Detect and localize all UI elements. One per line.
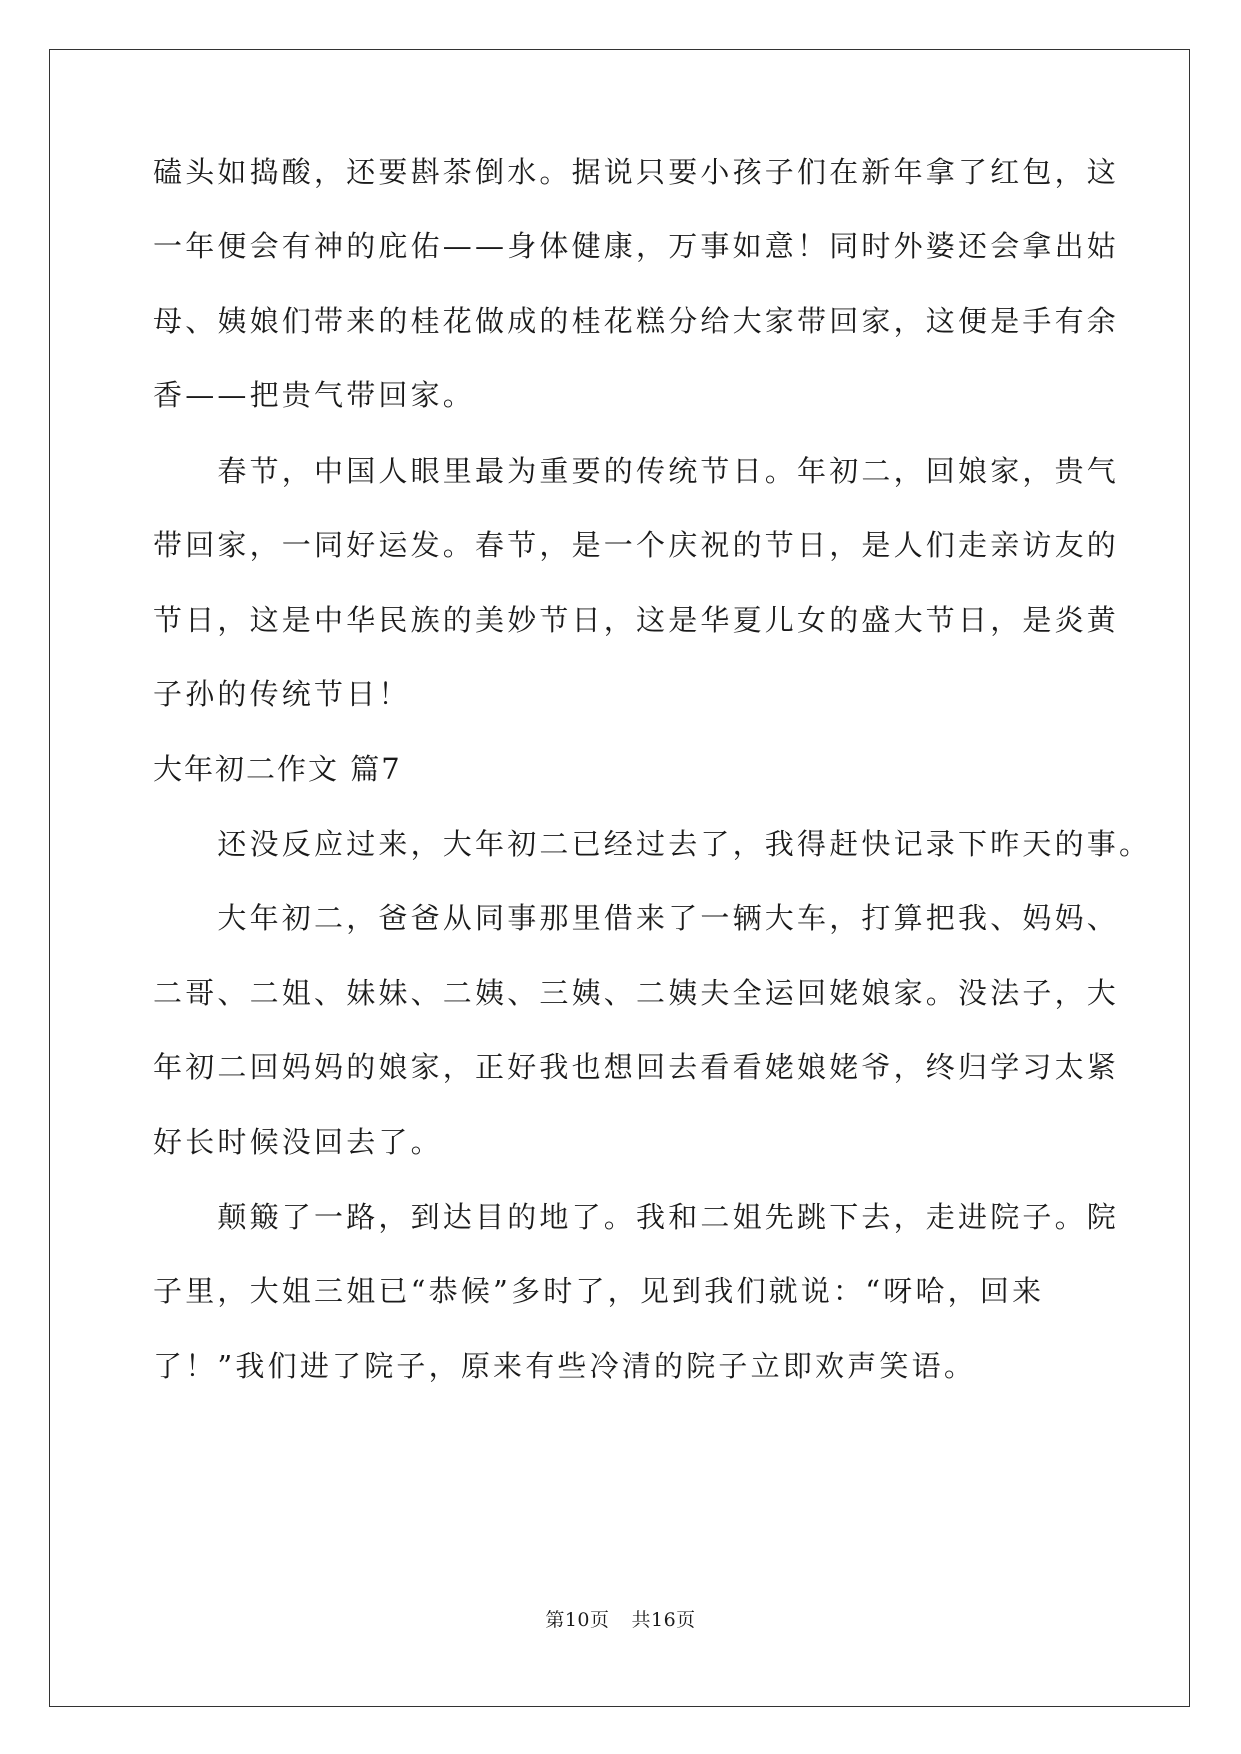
text-line: 磕头如捣酸，还要斟茶倒水。据说只要小孩子们在新年拿了红包，这 xyxy=(153,155,1120,189)
paragraph-first-line: 春节，中国人眼里最为重要的传统节日。年初二，回娘家，贵气 xyxy=(153,454,1120,488)
text-line: 带回家，一同好运发。春节，是一个庆祝的节日，是人们走亲访友的 xyxy=(153,528,1120,562)
text-line: 年初二回妈妈的娘家，正好我也想回去看看姥娘姥爷，终归学习太紧 xyxy=(153,1050,1120,1084)
page-total: 共16页 xyxy=(631,1609,696,1631)
paragraph-first-line: 还没反应过来，大年初二已经过去了，我得赶快记录下昨天的事。 xyxy=(153,827,1152,861)
section-heading: 大年初二作文 篇7 xyxy=(153,752,402,786)
text-line: 二哥、二姐、妹妹、二姨、三姨、二姨夫全运回姥娘家。没法子，大 xyxy=(153,976,1120,1010)
text-line: 一年便会有神的庇佑——身体健康，万事如意！同时外婆还会拿出姑 xyxy=(153,229,1120,263)
text-line: 香——把贵气带回家。 xyxy=(153,378,476,412)
text-line: 好长时候没回去了。 xyxy=(153,1125,443,1159)
page-border xyxy=(49,49,1190,1707)
text-line: 子里，大姐三姐已“恭候”多时了，见到我们就说：“呀哈，回来 xyxy=(153,1274,1045,1308)
text-line: 了！”我们进了院子，原来有些冷清的院子立即欢声笑语。 xyxy=(153,1349,977,1383)
text-line: 子孙的传统节日！ xyxy=(153,677,411,711)
text-line: 母、姨娘们带来的桂花做成的桂花糕分给大家带回家，这便是手有余 xyxy=(153,304,1120,338)
page-footer xyxy=(0,1608,1241,1632)
page-number: 第10页 xyxy=(545,1609,610,1631)
paragraph-first-line: 颠簸了一路，到达目的地了。我和二姐先跳下去，走进院子。院 xyxy=(153,1200,1120,1234)
text-line: 节日，这是中华民族的美妙节日，这是华夏儿女的盛大节日，是炎黄 xyxy=(153,603,1120,637)
paragraph-first-line: 大年初二，爸爸从同事那里借来了一辆大车，打算把我、妈妈、 xyxy=(153,901,1120,935)
